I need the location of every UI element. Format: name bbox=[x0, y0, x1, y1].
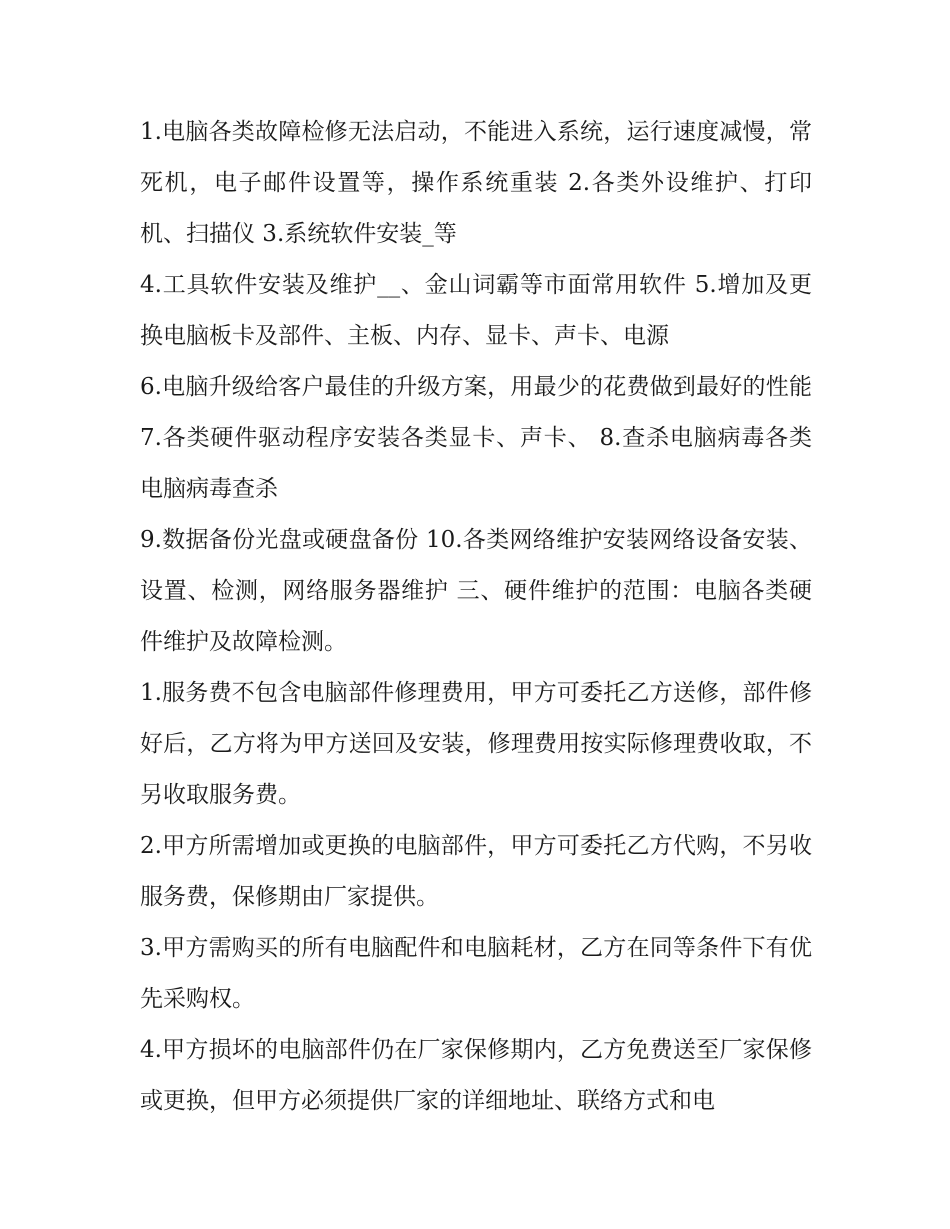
paragraph-3: 6.电脑升级给客户最佳的升级方案，用最少的花费做到最好的性能 7.各类硬件驱动程序安装各类显卡、声卡、 8.查杀电脑病毒各类电脑病毒查杀 bbox=[140, 374, 812, 502]
paragraph-7: 3.甲方需购买的所有电脑配件和电脑耗材，乙方在同等条件下有优先采购权。 bbox=[140, 935, 812, 1012]
document-body bbox=[140, 107, 812, 1127]
paragraph-8: 4.甲方损坏的电脑部件仍在厂家保修期内，乙方免费送至厂家保修或更换，但甲方必须提供厂家的详细地址、联络方式和电 bbox=[140, 1037, 812, 1114]
paragraph-4: 9.数据备份光盘或硬盘备份 10.各类网络维护安装网络设备安装、设置、检测，网络服务器维护 三、硬件维护的范围：电脑各类硬件维护及故障检测。 bbox=[140, 527, 812, 655]
paragraph-1: 1.电脑各类故障检修无法启动，不能进入系统，运行速度减慢，常死机，电子邮件设置等，操作系统重装 2.各类外设维护、打印机、扫描仪 3.系统软件安装_等 bbox=[140, 119, 812, 247]
paragraph-5: 1.服务费不包含电脑部件修理费用，甲方可委托乙方送修，部件修好后，乙方将为甲方送回及安装，修理费用按实际修理费收取，不另收取服务费。 bbox=[140, 680, 812, 808]
paragraph-2: 4.工具软件安装及维护__、金山词霸等市面常用软件 5.增加及更换电脑板卡及部件、主板、内存、显卡、声卡、电源 bbox=[140, 272, 812, 349]
paragraph-6: 2.甲方所需增加或更换的电脑部件，甲方可委托乙方代购，不另收服务费，保修期由厂家提供。 bbox=[140, 833, 812, 910]
